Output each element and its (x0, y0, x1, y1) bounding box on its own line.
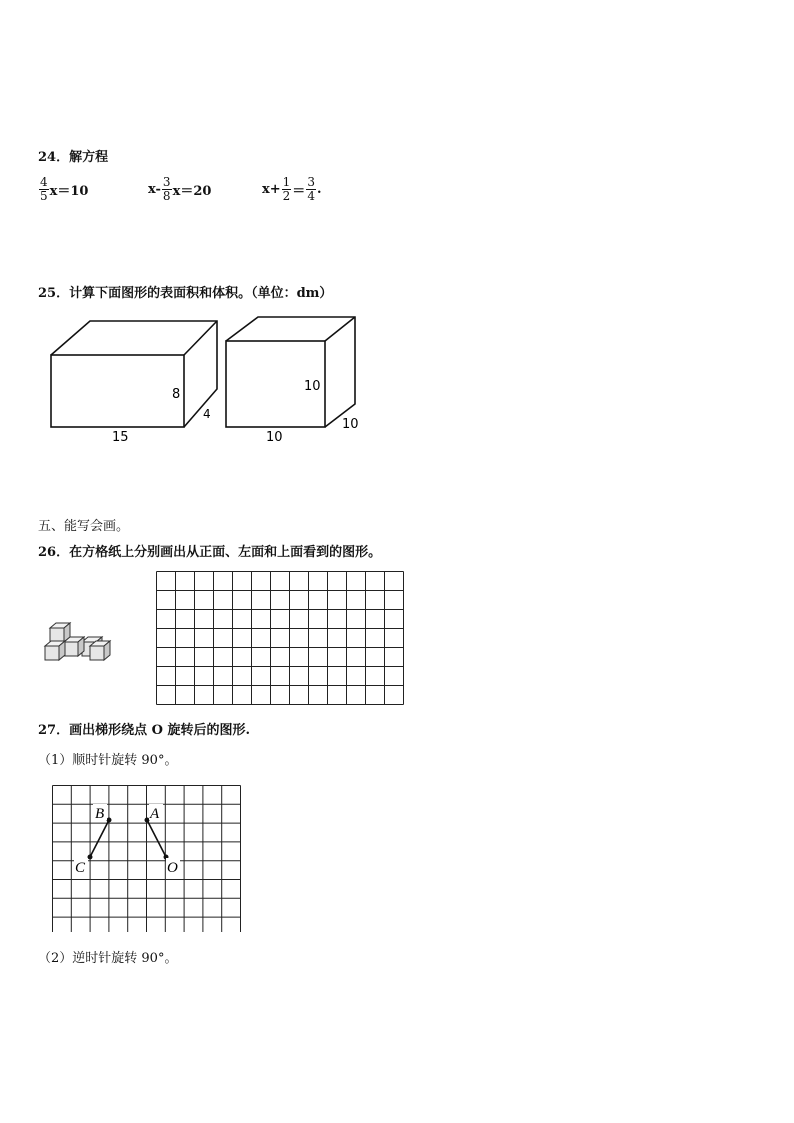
grid-paper-q26 (155, 570, 405, 706)
q27-part2: （2）逆时针旋转 90°。 (38, 951, 178, 966)
cube-height-label: 10 (304, 379, 321, 394)
point-b (107, 818, 112, 823)
equation-3 (262, 176, 321, 203)
equation-prefix: x+ (262, 182, 281, 197)
denominator: 2 (282, 189, 291, 203)
numerator: 1 (282, 175, 291, 189)
label-a: A (150, 806, 160, 822)
equation-rest: x＝10 (49, 184, 89, 199)
cube-10 (226, 317, 355, 427)
cuboid-top-edge (184, 321, 217, 355)
equation-rest: x＝20 (172, 184, 212, 199)
period: . (316, 182, 322, 197)
cuboid-length-label: 15 (112, 430, 129, 445)
fraction (282, 176, 292, 203)
numerator: 4 (40, 175, 48, 189)
equation-prefix: x- (148, 182, 161, 197)
equation-1 (38, 176, 88, 203)
cuboid-figures (36, 310, 366, 450)
label-c: C (75, 860, 86, 876)
grid-paper-q27 (50, 784, 246, 932)
q25-title: 25．计算下面图形的表面积和体积。（单位：dm） (38, 286, 333, 301)
cuboid-height-label: 8 (172, 387, 181, 402)
cuboid-back-edges (51, 321, 217, 427)
cuboid-width-label: 4 (203, 407, 211, 421)
equals-sign: ＝ (292, 184, 306, 199)
numerator: 3 (307, 175, 315, 189)
q27-part1: （1）顺时针旋转 90°。 (38, 753, 178, 768)
point-c (88, 855, 93, 860)
trapezoid-side-ao (147, 820, 166, 857)
point-a (145, 818, 150, 823)
denominator: 4 (307, 189, 315, 203)
label-b: B (95, 806, 105, 822)
cube-length-label: 10 (266, 430, 283, 445)
cube-width-label: 10 (342, 417, 359, 432)
q27-title: 27．画出梯形绕点 O 旋转后的图形. (38, 723, 250, 738)
cube-stack-figure (40, 618, 124, 664)
fraction (39, 176, 49, 203)
denominator: 5 (40, 189, 48, 203)
q24-title: 24．解方程 (38, 150, 109, 165)
cuboid-15x4x8 (51, 321, 217, 427)
equation-2 (148, 176, 211, 203)
trapezoid-side-cb (90, 820, 109, 857)
q26-title: 26．在方格纸上分别画出从正面、左面和上面看到的图形。 (38, 545, 382, 560)
section-title: 五、能写会画。 (38, 519, 130, 534)
fraction (162, 176, 172, 203)
denominator: 8 (162, 189, 171, 203)
cube-top-edge (325, 317, 355, 341)
fraction (306, 176, 316, 203)
cuboid-front-face (51, 355, 184, 427)
label-o: O (167, 860, 178, 876)
grid-lines (157, 572, 404, 705)
stacked-cubes (45, 623, 110, 660)
numerator: 3 (162, 175, 171, 189)
